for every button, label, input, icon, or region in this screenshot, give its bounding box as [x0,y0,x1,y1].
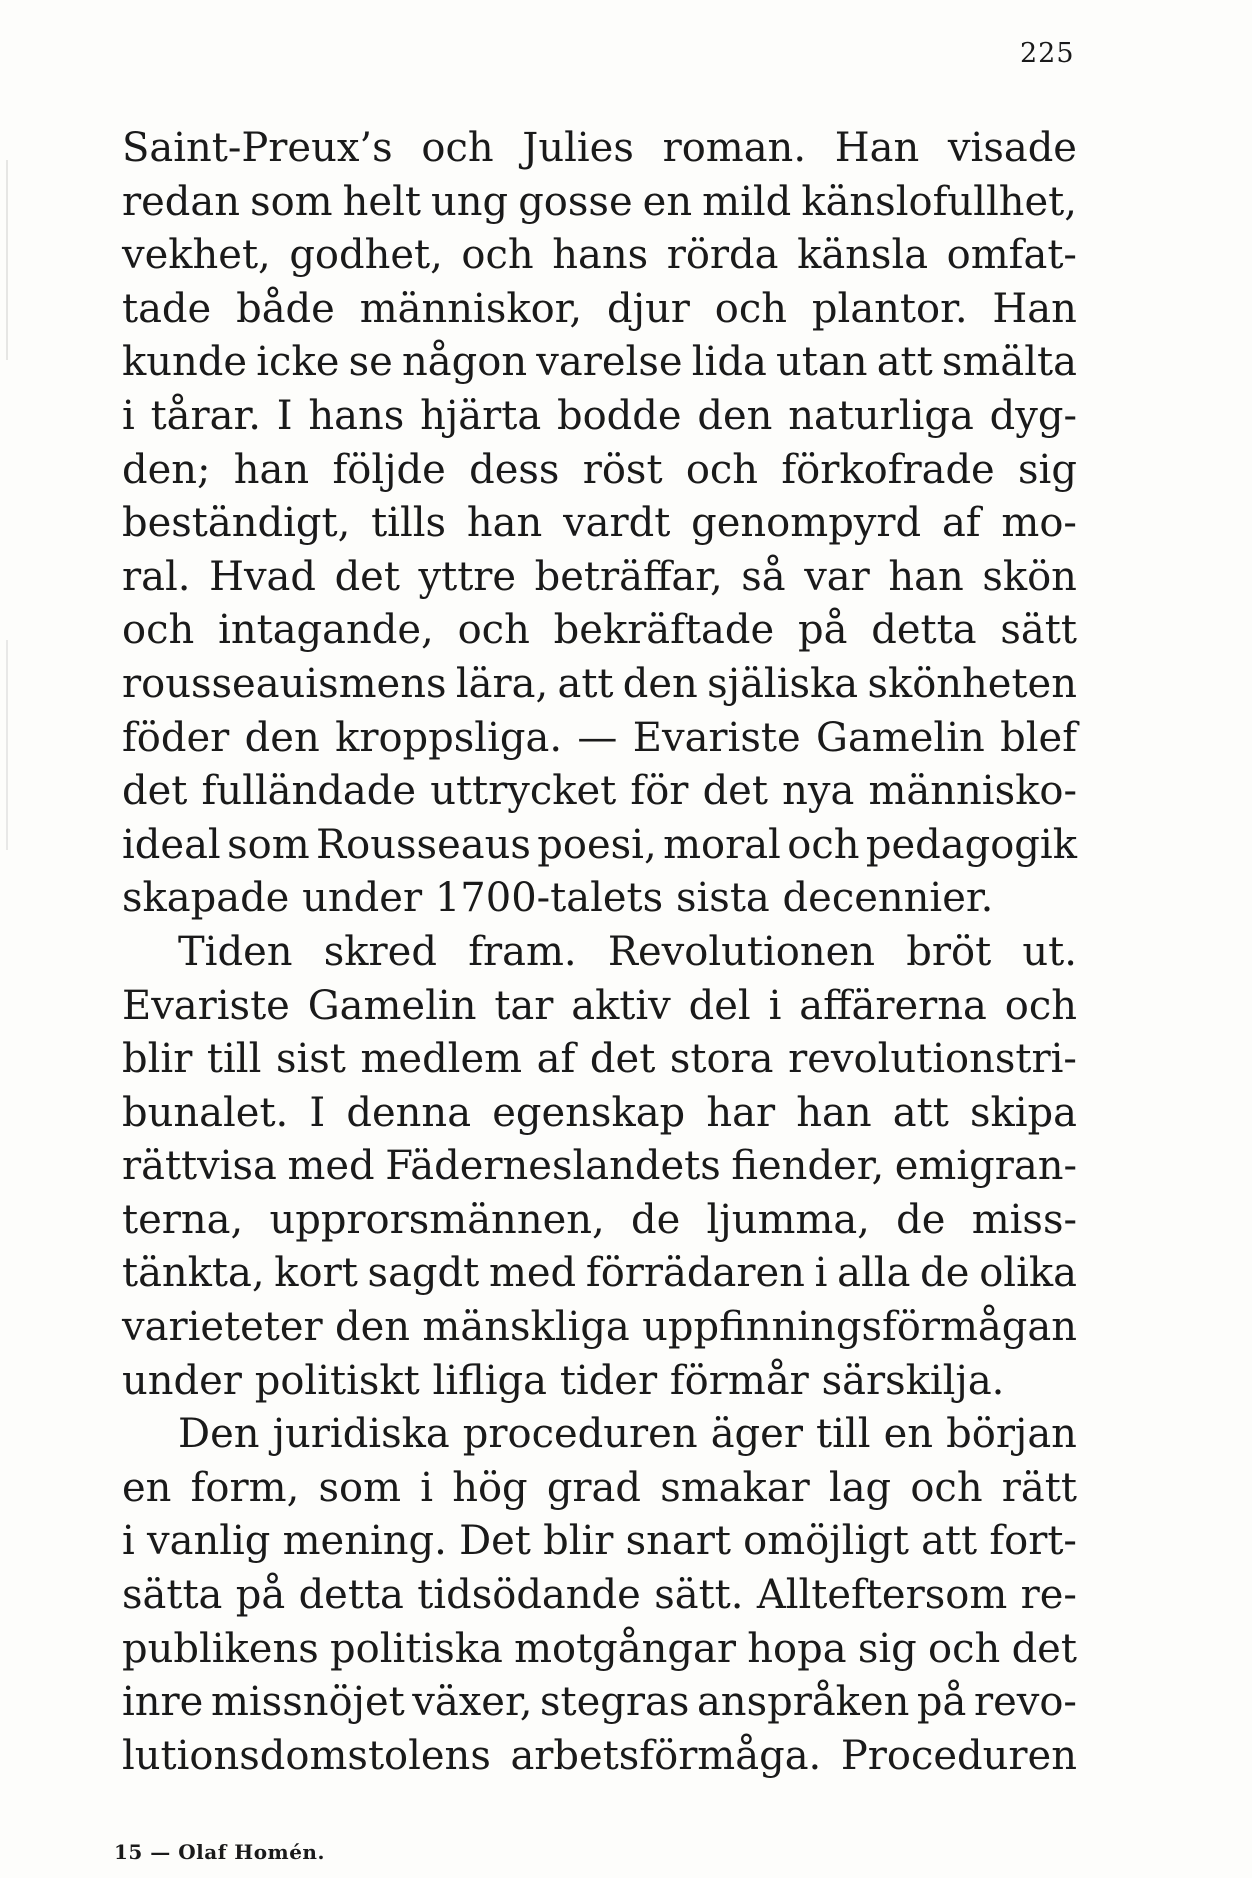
text-line: Tiden skred fram. Revolutionen bröt ut. [178,928,1077,975]
text-line: Evariste Gamelin tar aktiv del i affärerna och [122,982,1077,1029]
text-line: redan som helt ung gosse en mild känslofullhet, [122,178,1077,225]
scan-margin-mark [6,640,8,850]
text-line: bunalet. I denna egenskap har han att skipa [122,1089,1077,1136]
text-line: och intagande, och bekräftade på detta sätt [122,607,1077,654]
text-line: tade både människor, djur och plantor. Han [122,285,1077,332]
text-line: ral. Hvad det yttre beträffar, så var han skön [122,553,1077,600]
text-line: Saint-Preux’s och Julies roman. Han visade [122,125,1077,171]
text-line: en form, som i hög grad smakar lag och rätt [122,1464,1077,1511]
signature-footer: 15 — Olaf Homén. [114,1840,325,1864]
text-line: ideal som Rousseaus poesi, moral och pedagogik [122,821,1077,868]
text-line: rättvisa med Fäderneslandets fiender, emigran- [122,1143,1077,1190]
text-line: den; han följde dess röst och förkofrade sig [122,446,1077,493]
text-line: skapade under 1700-talets sista decennier. [122,875,994,922]
text-line: kunde icke se någon varelse lida utan att smälta [122,339,1077,386]
text-line: vekhet, godhet, och hans rörda känsla omfat- [122,232,1077,279]
text-line: rousseauismens lära, att den själiska skönheten [122,660,1077,707]
scan-margin-mark [6,160,8,360]
text-line: blir till sist medlem af det stora revolutionstri- [122,1036,1077,1083]
text-line: Den juridiska proceduren äger till en början [178,1411,1077,1458]
text-line: det fulländade uttrycket för det nya människo- [122,768,1077,815]
text-line: föder den kroppsliga. — Evariste Gamelin blef [122,714,1077,761]
text-line: publikens politiska motgångar hopa sig och det [122,1625,1077,1672]
body-text [122,122,1077,1783]
page-number: 225 [1020,38,1075,69]
text-line: i vanlig mening. Det blir snart omöjligt att fort- [122,1518,1077,1565]
text-line: beständigt, tills han vardt genompyrd af mo- [122,500,1077,547]
text-line: inre missnöjet växer, stegras anspråken på revo- [122,1679,1077,1726]
text-line: i tårar. I hans hjärta bodde den naturliga dyg- [122,392,1077,439]
text-line: sätta på detta tidsödande sätt. Allteftersom re- [122,1572,1077,1619]
text-line: lutionsdomstolens arbetsförmåga. Proceduren [122,1732,1077,1779]
text-line: under politiskt lifliga tider förmår särskilja. [122,1357,1005,1404]
text-line: tänkta, kort sagdt med förrädaren i alla de olika [122,1250,1077,1297]
text-line: terna, upprorsmännen, de ljumma, de miss- [122,1196,1077,1243]
text-line: varieteter den mänskliga uppfinningsförmågan [122,1304,1077,1351]
